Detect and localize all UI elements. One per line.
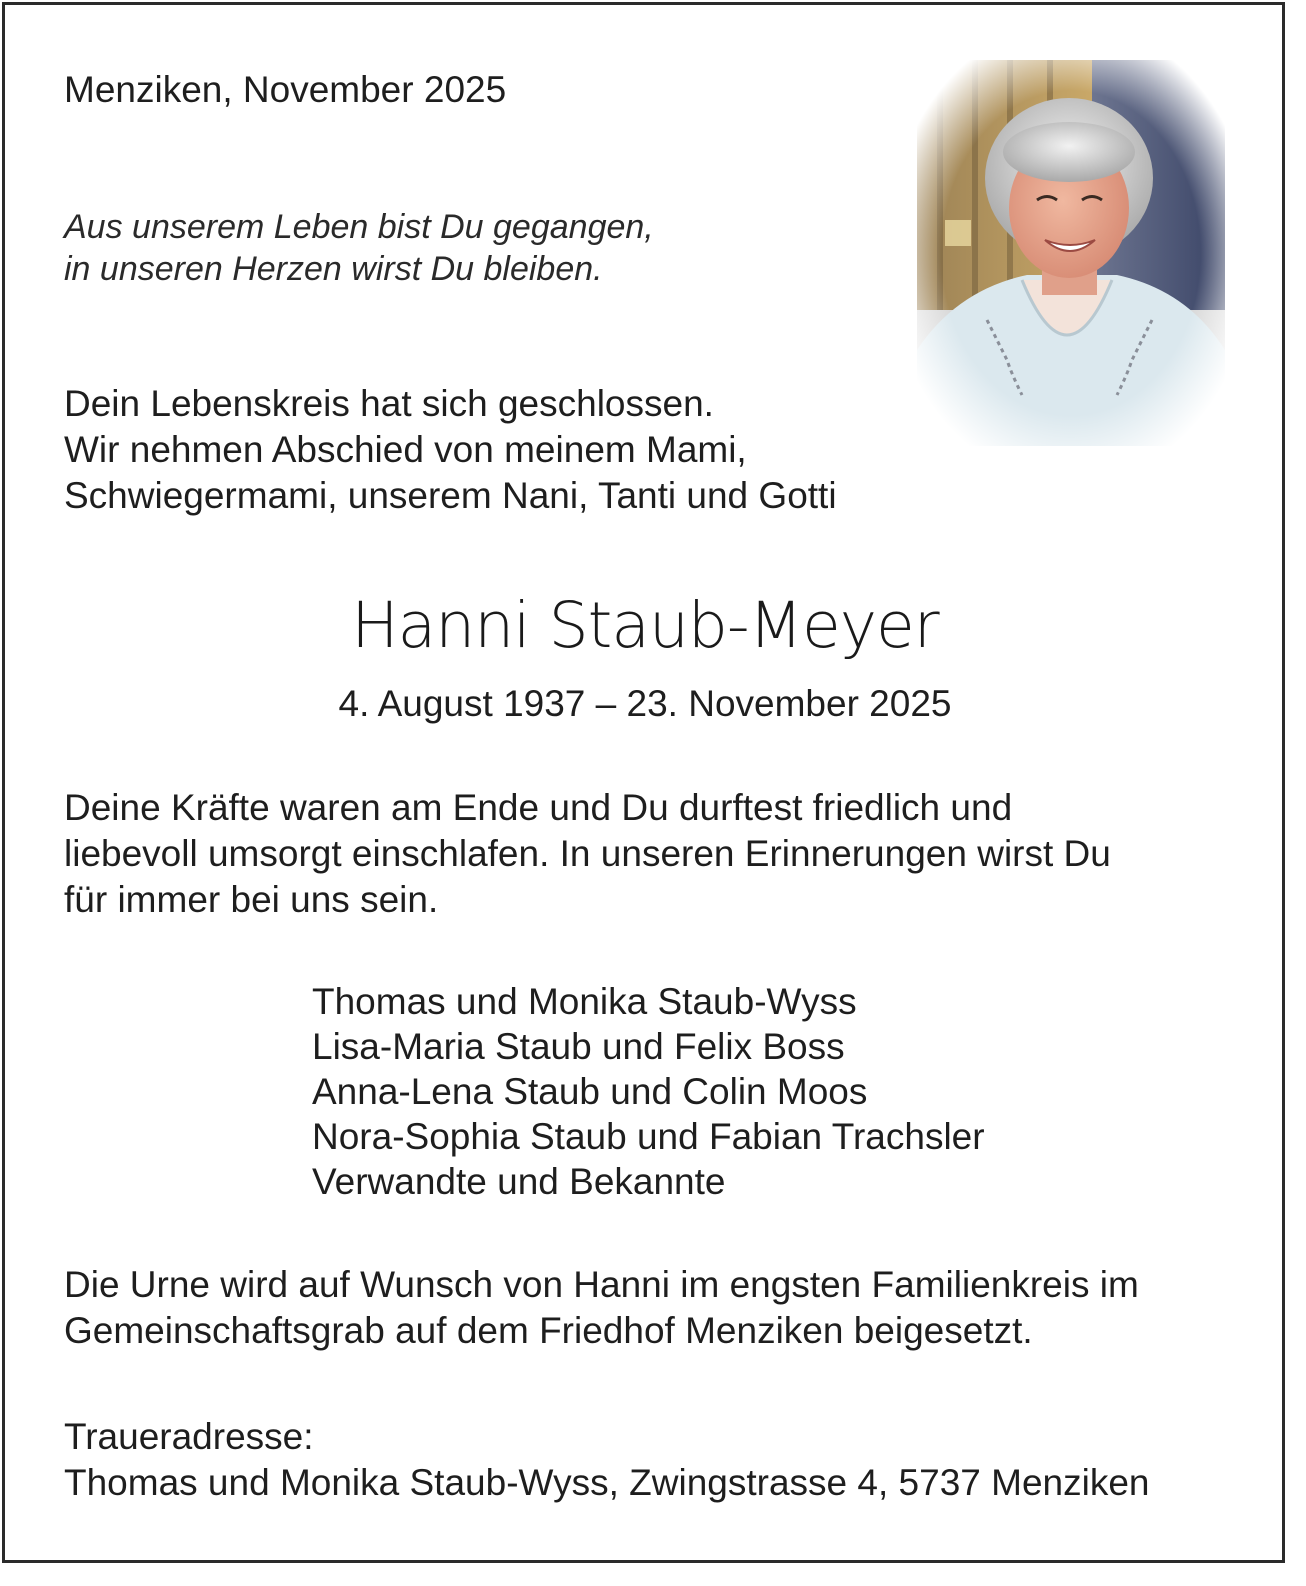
mourner-entry: Thomas und Monika Staub-Wyss <box>312 981 857 1022</box>
intro-line: Schwiegermami, unserem Nani, Tanti und Gotti <box>64 475 837 516</box>
burial-notice <box>64 1262 1139 1354</box>
farewell-line: Deine Kräfte waren am Ende und Du durftest friedlich und <box>64 787 1013 828</box>
mourner-entry: Verwandte und Bekannte <box>312 1161 726 1202</box>
burial-line: Die Urne wird auf Wunsch von Hanni im engsten Familienkreis im <box>64 1264 1139 1305</box>
farewell-line: für immer bei uns sein. <box>64 879 439 920</box>
farewell-line: liebevoll umsorgt einschlafen. In unseren Erinnerungen wirst Du <box>64 833 1111 874</box>
deceased-name: Hanni Staub-Meyer <box>351 589 939 662</box>
motto-line: in unseren Herzen wirst Du bleiben. <box>64 250 603 288</box>
motto-line: Aus unserem Leben bist Du gegangen, <box>64 208 654 246</box>
mourner-entry: Lisa-Maria Staub und Felix Boss <box>312 1026 845 1067</box>
portrait-photo <box>917 60 1225 446</box>
intro-line: Dein Lebenskreis hat sich geschlossen. <box>64 383 714 424</box>
mourner-entry: Anna-Lena Staub und Colin Moos <box>312 1071 868 1112</box>
place-date: Menziken, November 2025 <box>64 69 507 110</box>
address-label: Traueradresse: <box>64 1416 314 1457</box>
mourner-entry: Nora-Sophia Staub und Fabian Trachsler <box>312 1116 985 1157</box>
burial-line: Gemeinschaftsgrab auf dem Friedhof Menziken beigesetzt. <box>64 1310 1033 1351</box>
motto-verse <box>64 206 654 290</box>
address-value: Thomas und Monika Staub-Wyss, Zwingstrasse 4, 5737 Menziken <box>64 1462 1150 1503</box>
mourners-list <box>312 979 985 1204</box>
farewell-text <box>64 785 1111 923</box>
intro-text <box>64 381 837 519</box>
life-dates: 4. August 1937 – 23. November 2025 <box>338 683 952 724</box>
intro-line: Wir nehmen Abschied von meinem Mami, <box>64 429 747 470</box>
